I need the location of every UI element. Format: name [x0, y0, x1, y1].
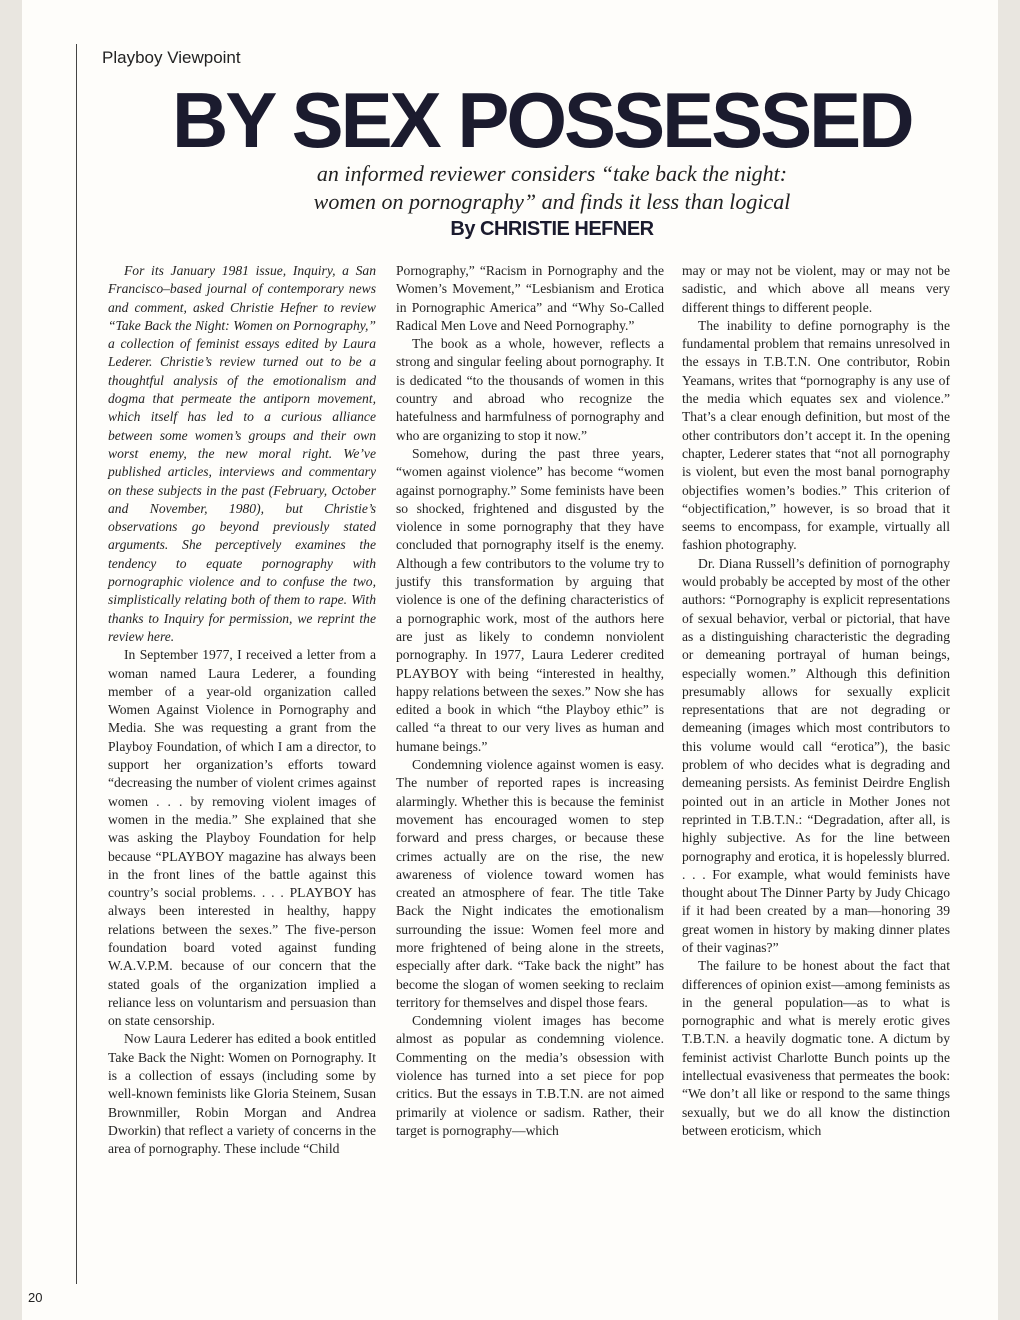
- vertical-rule: [76, 44, 77, 1284]
- paragraph: Condemning violence against women is easy. The number of reported rapes is increasing alarmingly. Whether this is because the feminist movement has encouraged women to step forward and press charges, or because these crimes actually are on the rise, the new awareness of violence toward women has created an atmosphere of fear. The title Take Back the Night indicates the emotionalism surrounding the issue: Women feel more and more frightened of being alone in the streets, especially after dark. “Take back the night” has become the slogan of women seeking to reclaim territory for themselves and dispel those fears.: [396, 757, 664, 1010]
- byline: By CHRISTIE HEFNER: [450, 218, 654, 240]
- paragraph: The failure to be honest about the fact that differences of opinion exist—among feminists as in the general population—as to what is pornographic and what is merely erotic gives T.B.T.N. a heavily dogmatic tone. A dictum by feminist activist Charlotte Bunch points up the intellectual evasiveness that permeates the book: “We don’t all like or respond to the same things sexually, but we do all know the distinction between eroticism, which: [682, 958, 950, 1138]
- subtitle-line-1: an informed reviewer considers “take back the night:: [316, 161, 788, 186]
- paragraph: In September 1977, I received a letter from a woman named Laura Lederer, a founding member of a year-old organization called Women Against Violence in Pornography and Media. She was requesting a grant from the Playboy Foundation, of which I am a director, to support her organization’s efforts toward “decreasing the number of violent crimes against women . . . by removing violent images of women in the media.” She explained that she was asking the Playboy Foundation for help because “PLAYBOY magazine has always been in the front lines of the battle against this country’s social problems. . . . PLAYBOY has always been interested in healthy, happy relations between the sexes.” The five-person foundation board voted against funding W.A.V.P.M. because of our concern that the stated goals of the organization implied a reliance less on voluntarism and persuasion than on state censorship.: [108, 647, 376, 1029]
- paragraph: The book as a whole, however, reflects a strong and singular feeling about pornography. It is dedicated “to the thousands of women in this country and abroad who recognize the hatefulness and harmfulness of pornography and who are organizing to stop it now.”: [396, 336, 664, 443]
- section-label: Playboy Viewpoint: [102, 48, 241, 67]
- editor-intro: For its January 1981 issue, Inquiry, a San Francisco–based journal of contemporary news and comment, asked Christie Hefner to review “Take Back the Night: Women on Pornography,” a collection of feminist essays edited by Laura Lederer. Christie’s review turned out to be a thoughtful analysis of the emotionalism and dogma that permeate the antiporn movement, which itself has led to a curious alliance between some women’s groups and their own worst enemy, the new moral right. We’ve published articles, interviews and commentary on these subjects in the past (February, October and November, 1980), but Christie’s observations go beyond previously stated arguments. She perceptively examines the tendency to equate pornography with pornographic violence and to confuse the two, simplistically relating both of them to rape. With thanks to Inquiry for permission, we reprint the review here.: [108, 263, 376, 644]
- paragraph: Now Laura Lederer has edited a book entitled Take Back the Night: Women on Pornography. It is a collection of essays (including some by well-known feminists like Gloria Steinem, Susan Brownmiller, Robin Morgan and Andrea Dworkin) that reflect a variety of concerns in the area of pornography. These include “Child: [108, 1031, 376, 1157]
- column-2: [396, 262, 664, 1140]
- page-number: 20: [28, 1290, 43, 1305]
- column-3: [682, 262, 950, 1140]
- headline: BY SEX POSSESSED: [172, 76, 912, 164]
- paragraph: Pornography,” “Racism in Pornography and the Women’s Movement,” “Lesbianism and Erotica in Pornographic America” and “Why So-Called Radical Men Love and Need Pornography.”: [396, 263, 664, 333]
- paragraph: Somehow, during the past three years, “women against violence” has become “women against pornography.” Some feminists have been so shocked, frightened and disgusted by the violence in some pornography that they have concluded that pornography itself is the enemy. Although a few contributors to the volume try to justify this transformation by arguing that violence is one of the defining characteristics of a pornographic work, most of the authors here are just as likely to condemn nonviolent pornography. In 1977, Laura Lederer credited PLAYBOY with being “interested in healthy, happy relations between the sexes.” Now she has edited a book in which “the Playboy ethic” is called “a threat to our very lives as human and humane beings.”: [396, 445, 664, 754]
- paragraph: The inability to define pornography is the fundamental problem that remains unresolved in the essays in T.B.T.N. One contributor, Robin Yeamans, writes that “pornography is any use of the media which equates sex and violence.” That’s a clear enough definition, but most of the other contributors don’t accept it. In the opening chapter, Lederer states that “not all pornography is violent, but even the most banal pornography objectifies women’s bodies.” This criterion of “objectification,” however, is so broad that it seems to encompass, for example, virtually all fashion photography.: [682, 317, 950, 553]
- subtitle-line-2: women on pornography” and finds it less than logical: [313, 189, 791, 214]
- magazine-page: [22, 0, 998, 1320]
- column-1: [108, 262, 376, 1159]
- subtitle: [272, 160, 832, 216]
- paragraph: may or may not be violent, may or may not be sadistic, and which above all means very different things to different people.: [682, 263, 950, 315]
- paragraph: Dr. Diana Russell’s definition of pornography would probably be accepted by most of the other authors: “Pornography is explicit representations of sexual behavior, verbal or pictorial, that have as a distinguishing characteristic the degrading or demeaning portrayal of human beings, especially women.” Although this definition presumably allows for sexually explicit representations that are not degrading or demeaning (images which most contributors to this volume would call “erotica”), the basic problem of who decides what is degrading and demeaning persists. As feminist Deirdre English pointed out in an article in Mother Jones not reprinted in T.B.T.N.: “Degradation, after all, is highly subjective. As for the line between pornography and erotica, it is hopelessly blurred. . . . For example, what would feminists have thought about The Dinner Party by Judy Chicago if it had been created by a man—honoring 39 great women in history by making dinner plates of their vaginas?”: [682, 555, 950, 955]
- paragraph: Condemning violent images has become almost as popular as condemning violence. Commenting on the media’s obsession with violence has turned into a set piece for pop critics. But the essays in T.B.T.N. are not aimed primarily at violence or sadism. Rather, their target is pornography—which: [396, 1013, 664, 1138]
